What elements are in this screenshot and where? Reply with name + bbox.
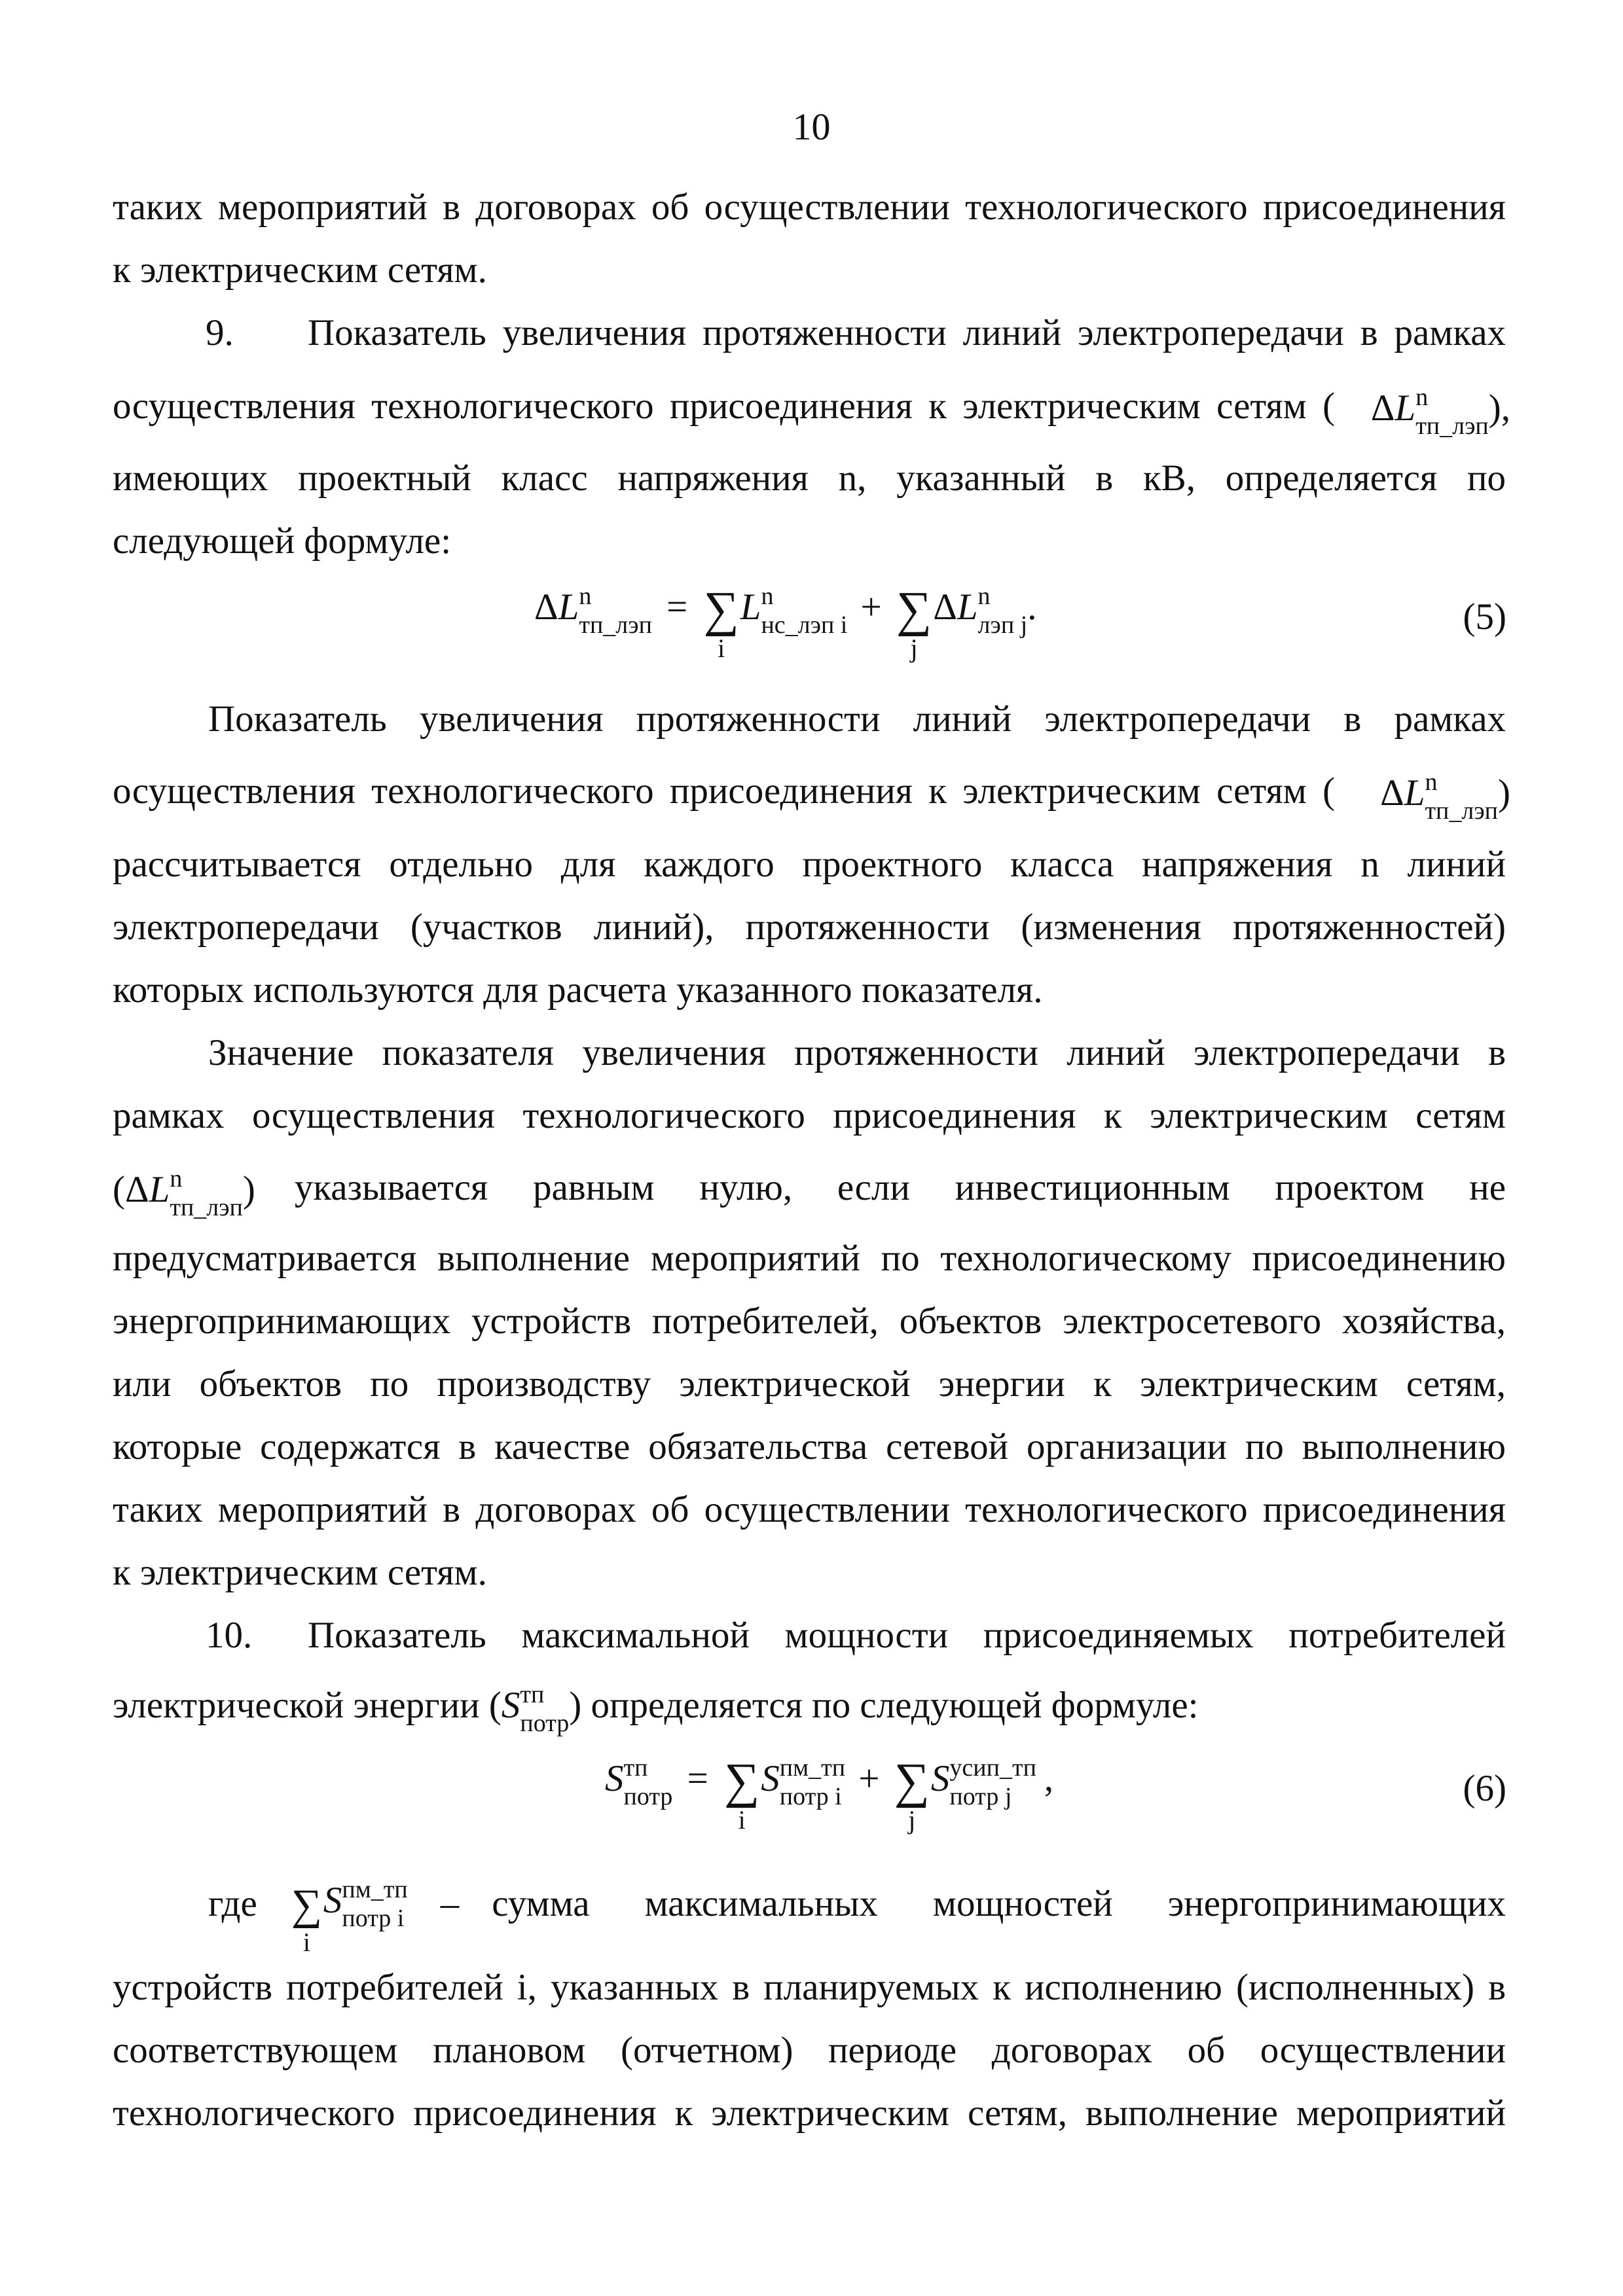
inline-formula-delta-l: (ΔL n тп_лэп ) (113, 1165, 255, 1221)
text-line-with-formula (113, 385, 1510, 439)
text-line: которые содержатся в качестве обязательства сетевой организации по выполнению (113, 1426, 1506, 1467)
text-line: Показатель увеличения протяженности линий электропередачи в рамках (208, 698, 1506, 740)
page-number: 10 (792, 105, 831, 148)
text-segment: указывается равным нулю, если инвестиционным проектом не (294, 1167, 1506, 1208)
text-line: предусматривается выполнение мероприятий по технологическому присоединению (113, 1238, 1506, 1279)
equation-5: ΔL n тп_лэп = ∑ i L n нс_лэп i + ∑ j ΔL n лэп j . (534, 582, 1037, 664)
text-line: рассчитывается отдельно для каждого проектного класса напряжения n линий (113, 844, 1506, 885)
text-line: рамках осуществления технологического присоединения к электрическим сетям (113, 1095, 1506, 1136)
text-line-with-formula (113, 1166, 1506, 1220)
text-line: следующей формуле: (113, 520, 452, 562)
inline-formula-delta-l: ΔL n тп_лэп ), (1370, 384, 1510, 440)
equation-number: (6) (1463, 1768, 1506, 1809)
text-line: Показатель увеличения протяженности линий электропередачи в рамках (308, 312, 1506, 353)
text-line: энергопринимающих устройств потребителей, объектов электросетевого хозяйства, (113, 1300, 1506, 1342)
text-segment: осуществления технологического присоединения к электрическим сетям ( (113, 770, 1336, 812)
sum-sign: ∑ i (724, 1753, 760, 1835)
sum-sign: ∑ j (896, 582, 932, 664)
text-line: которых используются для расчета указанного показателя. (113, 969, 1043, 1011)
text-line: устройств потребителей i, указанных в планируемых к исполнению (исполненных) в (113, 1967, 1506, 2008)
item-number: 10. (206, 1615, 253, 1656)
inline-formula-s: S тп потр (501, 1681, 570, 1737)
text-line: к электрическим сетям. (113, 1552, 487, 1593)
text-line: таких мероприятий в договорах об осуществлении технологического присоединения (113, 1489, 1506, 1530)
text-line: Значение показателя увеличения протяженности линий электропередачи в (208, 1032, 1506, 1073)
text-line: электропередачи (участков линий), протяженности (изменения протяженностей) (113, 906, 1506, 948)
text-line: Показатель максимальной мощности присоединяемых потребителей (308, 1615, 1506, 1656)
text-line: или объектов по производству электрической энергии к электрическим сетям, (113, 1363, 1506, 1405)
text-line: технологического присоединения к электрическим сетям, выполнение мероприятий (113, 2092, 1506, 2134)
equation-number: (5) (1463, 596, 1506, 637)
text-line: таких мероприятий в договорах об осуществлении технологического присоединения (113, 187, 1506, 228)
where-clause: где ∑ i S пм_тп потр i – сумма максимальных мощностей энергопринимающих (208, 1876, 1506, 1958)
inline-formula-sum-s: ∑ i S пм_тп потр i (291, 1876, 408, 1958)
sum-sign: ∑ i (703, 582, 739, 664)
text-line: соответствующем плановом (отчетном) периоде договорах об осуществлении (113, 2030, 1506, 2071)
item-number: 9. (206, 312, 234, 353)
text-line-with-formula: электрической энергии (S тп потр ) определяется по следующей формуле: (113, 1681, 1199, 1737)
text-line-with-formula (113, 770, 1510, 823)
inline-formula-delta-l: ΔL n тп_лэп ) (1380, 768, 1510, 825)
equation-6: S тп потр = ∑ i S пм_тп потр i + ∑ j S усип_тп потр j , (605, 1753, 1054, 1835)
text-line: имеющих проектный класс напряжения n, указанный в кВ, определяется по (113, 457, 1506, 499)
text-line: к электрическим сетям. (113, 249, 487, 291)
text-segment: осуществления технологического присоединения к электрическим сетям ( (113, 386, 1336, 427)
sum-sign: ∑ j (894, 1753, 930, 1835)
